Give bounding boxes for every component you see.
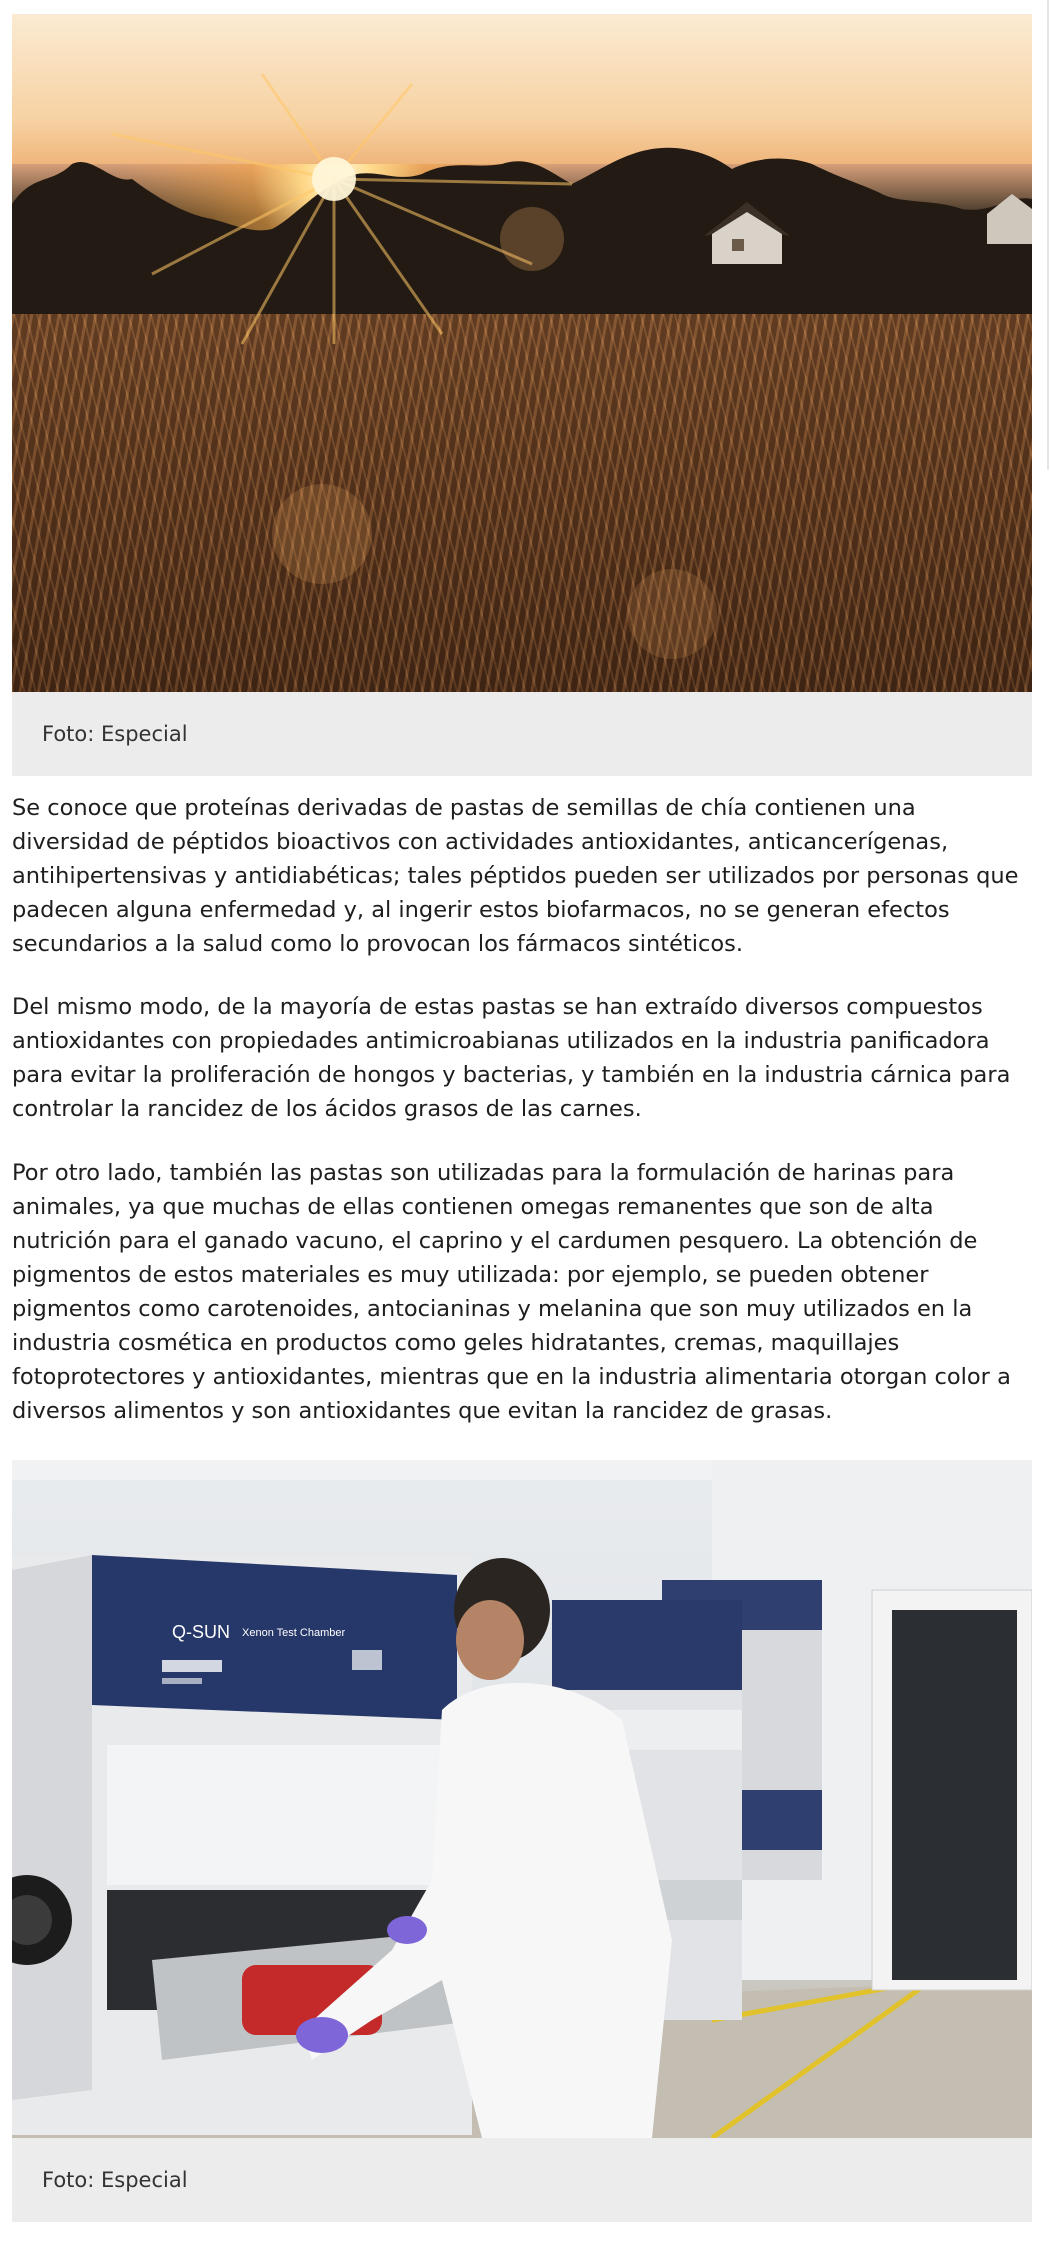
machine-brand-label: Q-SUN: [172, 1622, 230, 1642]
figure-caption: Foto: Especial: [42, 722, 188, 746]
machine-model-label: Xenon Test Chamber: [242, 1627, 346, 1639]
lab-scene: [12, 1460, 1032, 2138]
sun-rays: [12, 14, 1032, 692]
sidebar-edge-divider: [1047, 0, 1049, 470]
article-paragraph: Del mismo modo, de la mayoría de estas pastas se han extraído diversos compuestos antioxidantes con propiedades antimicroabianas utilizados en la industria panificadora para evitar la proliferación de hongos y bacterias, y también en la industria cárnica para controlar la rancidez de los ácidos grasos de las carnes.: [12, 994, 1011, 1122]
article-figure-sunset: [12, 14, 1032, 776]
article-paragraph: Se conoce que proteínas derivadas de pastas de semillas de chía contienen una diversidad de péptidos bioactivos con actividades antioxidantes, anticancerígenas, antihipertensivas y antidiabéticas; tales péptidos pueden ser utilizados por personas que padecen alguna enfermedad y, al ingerir estos biofarmacos, no se generan efectos secundarios a la salud como lo provocan los fármacos sintéticos.: [12, 795, 1019, 957]
figure-caption: Foto: Especial: [42, 2168, 188, 2192]
article-paragraph: Por otro lado, también las pastas son utilizadas para la formulación de harinas para animales, ya que muchas de ellas contienen omegas remanentes que son de alta nutrición para el ganado vacuno, el caprino y el cardumen pesquero. La obtención de pigmentos de estos materiales es muy utilizada: por ejemplo, se pueden obtener pigmentos como carotenoides, antocianinas y melanina que son muy utilizados en la industria cosmética en productos como geles hidratantes, cremas, maquillajes fotoprotectores y antioxidantes, mientras que en la industria alimentaria otorgan color a diversos alimentos y son antioxidantes que evitan la rancidez de grasas.: [12, 1160, 1011, 1424]
article-figure-lab: [12, 1460, 1032, 2222]
laboratory-photo[interactable]: [12, 1460, 1032, 2138]
sunset-field-photo[interactable]: [12, 14, 1032, 692]
